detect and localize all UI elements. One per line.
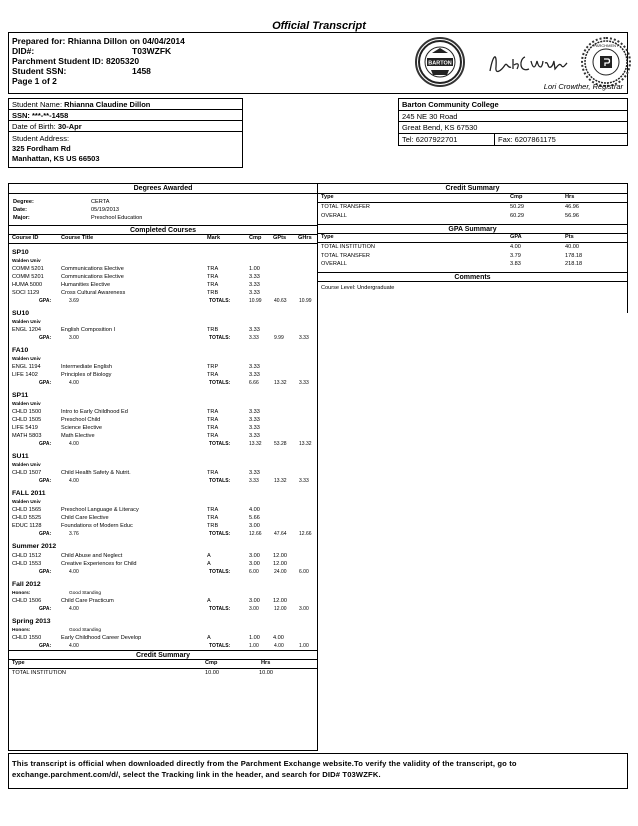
term-totals (9, 334, 317, 342)
credit-cmp: 50.29 (510, 204, 524, 210)
gpa-label: GPA: (39, 606, 52, 612)
term-totals (9, 477, 317, 485)
school-fax: Fax: 6207861175 (494, 134, 556, 146)
term-gpa: 4.00 (69, 478, 79, 484)
dob-value: 30-Apr (57, 122, 82, 131)
degree-date-label: Date: (13, 207, 27, 213)
totals-label: TOTALS: (209, 531, 231, 537)
registrar-name: Lori Crowther, Registrar (543, 82, 623, 91)
gpa-label: GPA: (39, 335, 52, 341)
gpa-type: OVERALL (321, 261, 347, 267)
course-mark: TRA (207, 515, 219, 521)
course-id: CHLD 1507 (12, 470, 42, 476)
course-mark: TRB (207, 290, 219, 296)
total-ghrs: 3.33 (299, 335, 309, 341)
term-institution: Walden Univ (12, 463, 41, 468)
col-gpts: GPts (273, 235, 287, 241)
school-tel: Tel: 6207922701 (402, 134, 458, 144)
gpa-row (318, 243, 627, 252)
total-cmp: 6.00 (249, 569, 259, 575)
course-cmp: 3.33 (249, 417, 260, 423)
header-info (12, 36, 185, 86)
gpa-pts: 218.18 (565, 261, 583, 267)
table-row (9, 514, 317, 522)
total-gpts: 40.63 (274, 298, 287, 304)
course-cmp: 3.00 (249, 561, 260, 567)
course-id: LIFE 1402 (12, 372, 38, 378)
term-name: SU11 (12, 453, 29, 460)
parchment-student-id: Parchment Student ID: 8205320 (12, 56, 140, 66)
total-ghrs: 13.32 (299, 441, 312, 447)
gpa-label: GPA: (39, 441, 52, 447)
course-mark: TRB (207, 523, 219, 529)
ssn-label: Student SSN: (12, 66, 67, 76)
transcript-header (8, 32, 628, 94)
school-info-box (398, 98, 628, 146)
degrees-heading: Degrees Awarded (9, 184, 317, 194)
term-totals (9, 642, 317, 650)
left-credit-cmp: 10.00 (205, 670, 219, 676)
table-row (9, 326, 317, 334)
total-gpts: 53.28 (274, 441, 287, 447)
table-row (9, 634, 317, 642)
table-row (9, 289, 317, 297)
term-name: Fall 2012 (12, 581, 41, 588)
totals-label: TOTALS: (209, 569, 231, 575)
student-name: Rhianna Claudine Dillon (64, 100, 151, 109)
did-label: DID#: (12, 46, 35, 56)
honors-value: Good Standing (69, 628, 102, 633)
credit-type: OVERALL (321, 212, 347, 219)
course-cmp: 3.00 (249, 553, 260, 559)
total-gpts: 24.00 (274, 569, 287, 575)
course-title: English Composition I (61, 327, 116, 333)
term-institution: Walden Univ (12, 500, 41, 505)
total-gpts: 12.00 (274, 606, 287, 612)
term-name: SU10 (12, 310, 30, 317)
total-ghrs: 6.00 (299, 569, 309, 575)
completed-courses-heading: Completed Courses (9, 225, 317, 235)
course-mark: A (207, 553, 211, 559)
course-title: Early Childhood Career Develop (61, 635, 142, 641)
address-line-1: 325 Fordham Rd (12, 144, 71, 153)
credit-hrs: 56.96 (565, 212, 579, 219)
gpa-label: GPA: (39, 531, 52, 537)
total-gpts: 47.64 (274, 531, 287, 537)
course-id: COMM 5201 (12, 266, 44, 272)
term-gpa: 4.00 (69, 569, 79, 575)
totals-label: TOTALS: (209, 606, 231, 612)
barton-seal-icon (415, 37, 465, 87)
left-credit-col-type: Type (12, 660, 25, 666)
gpa-type: TOTAL TRANSFER (321, 252, 370, 259)
gpa-label: GPA: (39, 478, 52, 484)
course-title: Child Health Safety & Nutrit. (61, 470, 131, 476)
term-gpa: 4.00 (69, 380, 79, 386)
totals-label: TOTALS: (209, 298, 231, 304)
course-id: MATH 5803 (12, 433, 42, 439)
course-title: Math Elective (61, 433, 95, 439)
course-title: Preschool Language & Literacy (61, 507, 139, 513)
course-title: Intro to Early Childhood Ed (61, 409, 128, 415)
course-title: Creative Experiences for Child (61, 561, 137, 567)
course-gpts: 12.00 (273, 561, 287, 567)
left-credit-col-cmp: Cmp (205, 660, 218, 666)
table-row (9, 408, 317, 416)
left-credit-row (9, 669, 317, 677)
course-mark: TRA (207, 372, 219, 378)
page-indicator: Page 1 of 2 (12, 76, 57, 86)
term-name: SP11 (12, 392, 29, 399)
comments-text: Course Level: Undergraduate (321, 284, 395, 291)
table-row (9, 416, 317, 424)
table-row (9, 424, 317, 432)
gpa-row (318, 252, 627, 261)
credit-row (318, 212, 627, 221)
course-cmp: 5.66 (249, 515, 260, 521)
col-ghrs: GHrs (298, 235, 312, 241)
table-row (9, 273, 317, 281)
table-row (9, 522, 317, 530)
comments-heading: Comments (318, 272, 627, 282)
credit-summary-header (318, 194, 627, 203)
right-column (318, 183, 628, 313)
course-id: HUMA 5000 (12, 282, 43, 288)
course-mark: TRA (207, 507, 219, 513)
table-row (9, 560, 317, 568)
course-title: Cross Cultural Awareness (61, 290, 126, 296)
course-mark: TRB (207, 327, 219, 333)
term-institution: Walden Univ (12, 357, 41, 362)
course-title: Communications Elective (61, 274, 124, 280)
school-name: Barton Community College (402, 100, 499, 109)
course-mark: TRA (207, 425, 219, 431)
total-ghrs: 3.33 (299, 380, 309, 386)
course-mark: TRA (207, 470, 219, 476)
did-value: T03WZFK (132, 46, 172, 56)
table-row (9, 506, 317, 514)
school-city: Great Bend, KS 67530 (399, 122, 627, 134)
course-id: ENGL 1204 (12, 327, 42, 333)
course-mark: TRA (207, 409, 219, 415)
gpa-row (318, 260, 627, 269)
course-title: Principles of Biology (61, 372, 112, 378)
left-credit-type: TOTAL INSTITUTION (12, 670, 66, 676)
gpa-type: TOTAL INSTITUTION (321, 244, 375, 250)
left-credit-summary-header (9, 660, 317, 669)
table-row (9, 469, 317, 477)
total-cmp: 10.99 (249, 298, 262, 304)
term-name: FA10 (12, 347, 29, 354)
gpa-pts: 40.00 (565, 244, 579, 250)
term-institution: Walden Univ (12, 259, 41, 264)
course-id: LIFE 5419 (12, 425, 38, 431)
course-cmp: 3.33 (249, 470, 260, 476)
course-title: Foundations of Modern Educ (61, 523, 133, 529)
course-cmp: 3.00 (249, 598, 260, 604)
course-id: CHLD 5525 (12, 515, 42, 521)
course-cmp: 3.33 (249, 433, 260, 439)
course-cmp: 4.00 (249, 507, 260, 513)
course-cmp: 3.33 (249, 364, 260, 370)
term-totals (9, 530, 317, 538)
term-honors (9, 627, 317, 634)
term-name: SP10 (12, 249, 29, 256)
col-course-title: Course Title (61, 235, 94, 241)
gpa-pts: 178.18 (565, 252, 583, 259)
col-course-id: Course ID (12, 235, 39, 241)
term-honors (9, 590, 317, 597)
total-ghrs: 1.00 (299, 643, 309, 649)
term-totals (9, 297, 317, 305)
page-title: Official Transcript (272, 20, 366, 32)
school-street: 245 NE 30 Road (399, 111, 627, 123)
total-gpts: 13.32 (274, 478, 287, 484)
course-mark: TRA (207, 417, 219, 423)
course-id: ENGL 1194 (12, 364, 41, 370)
total-cmp: 3.33 (249, 478, 259, 484)
gpa-label: GPA: (39, 380, 52, 386)
total-cmp: 1.00 (249, 643, 259, 649)
course-title: Intermediate English (61, 364, 112, 370)
course-gpts: 12.00 (273, 598, 287, 604)
totals-label: TOTALS: (209, 478, 231, 484)
course-mark: TRA (207, 266, 219, 272)
course-cmp: 3.33 (249, 327, 260, 333)
table-row (9, 265, 317, 273)
col-cmp: Cmp (249, 235, 262, 241)
course-cmp: 3.33 (249, 274, 260, 280)
term-name: Spring 2013 (12, 618, 51, 625)
dob-label: Date of Birth: (12, 122, 56, 131)
course-id: CHLD 1550 (12, 635, 42, 641)
term-totals (9, 379, 317, 387)
course-table-header (9, 235, 317, 244)
course-cmp: 1.00 (249, 635, 260, 641)
course-id: CHLD 1553 (12, 561, 42, 567)
degree-value: CERTA (91, 199, 110, 205)
total-cmp: 13.32 (249, 441, 262, 447)
course-cmp: 3.33 (249, 372, 260, 378)
course-title: Child Abuse and Neglect (61, 553, 123, 559)
degree-label: Degree: (13, 199, 34, 205)
table-row (9, 432, 317, 440)
term-gpa: 3.00 (69, 335, 79, 341)
credit-col-type: Type (321, 194, 334, 200)
honors-label: Honors: (12, 591, 31, 596)
table-row (9, 597, 317, 605)
course-id: CHLD 1505 (12, 417, 42, 423)
address-line-2: Manhattan, KS US 66503 (12, 154, 100, 163)
credit-summary-heading: Credit Summary (318, 184, 627, 194)
total-ghrs: 10.99 (299, 298, 312, 304)
course-mark: TRA (207, 274, 219, 280)
totals-label: TOTALS: (209, 380, 231, 386)
course-mark: A (207, 598, 211, 604)
gpa-col-gpa: GPA (510, 234, 522, 240)
term-gpa: 4.00 (69, 441, 79, 447)
total-cmp: 3.00 (249, 606, 259, 612)
totals-label: TOTALS: (209, 441, 231, 447)
left-credit-hrs: 10.00 (259, 670, 273, 676)
honors-label: Honors: (12, 628, 31, 633)
totals-label: TOTALS: (209, 335, 231, 341)
course-title: Child Care Elective (61, 515, 109, 521)
registrar-signature-icon (487, 47, 569, 81)
term-institution: Walden Univ (12, 320, 41, 325)
term-gpa: 3.76 (69, 531, 79, 537)
course-id: CHLD 1565 (12, 507, 42, 513)
credit-type: TOTAL TRANSFER (321, 204, 370, 210)
term-totals (9, 605, 317, 613)
course-id: CHLD 1512 (12, 553, 42, 559)
term-name: FALL 2011 (12, 490, 46, 497)
table-row (9, 281, 317, 289)
total-cmp: 12.66 (249, 531, 262, 537)
term-name: Summer 2012 (12, 543, 57, 550)
gpa-value: 3.83 (510, 261, 521, 267)
course-title: Child Care Practicum (61, 598, 114, 604)
course-mark: A (207, 561, 211, 567)
gpa-summary-header (318, 234, 627, 243)
course-title: Communications Elective (61, 266, 124, 272)
prepared-for: Prepared for: Rhianna Dillon on 04/04/2014 (12, 36, 185, 46)
course-id: COMM 5201 (12, 274, 44, 280)
term-institution: Walden Univ (12, 402, 41, 407)
course-cmp: 3.00 (249, 523, 260, 529)
major-value: Preschool Education (91, 215, 143, 221)
course-id: SOCI 1129 (12, 290, 40, 296)
course-title: Humanities Elective (61, 282, 111, 288)
term-gpa: 4.00 (69, 643, 79, 649)
ssn-value: 1458 (132, 66, 151, 76)
terms-list (9, 244, 317, 650)
course-mark: TRA (207, 433, 219, 439)
col-mark: Mark (207, 235, 221, 241)
credit-hrs: 46.96 (565, 204, 579, 210)
credit-row (318, 203, 627, 212)
course-mark: TRA (207, 282, 219, 288)
gpa-value: 3.79 (510, 252, 521, 259)
total-gpts: 13.32 (274, 380, 287, 386)
course-gpts: 4.00 (273, 635, 284, 641)
seal-parchment-text: PARCHMENT (593, 43, 619, 48)
degree-date-value: 05/19/2013 (91, 207, 119, 213)
verification-footer: This transcript is official when downloaded directly from the Parchment Exchange website.To verify the validity of the transcript, go to exchange.parchment.com/d/, select the Tracking link in the header, and search for DID# T03WZFK. (8, 753, 628, 789)
credit-cmp: 60.29 (510, 212, 524, 219)
course-cmp: 3.33 (249, 290, 260, 296)
student-name-label: Student Name: (12, 100, 63, 109)
gpa-col-pts: Pts (565, 234, 574, 240)
gpa-label: GPA: (39, 569, 52, 575)
left-column (8, 183, 318, 751)
total-gpts: 9.99 (274, 335, 284, 341)
left-credit-summary-heading: Credit Summary (9, 650, 317, 660)
table-row (9, 363, 317, 371)
parchment-seal-icon (581, 37, 631, 87)
gpa-col-type: Type (321, 234, 334, 240)
table-row (9, 552, 317, 560)
course-id: EDUC 1128 (12, 523, 42, 529)
left-credit-col-hrs: Hrs (261, 660, 271, 666)
credit-col-cmp: Cmp (510, 194, 523, 200)
course-mark: TRP (207, 364, 219, 370)
total-cmp: 6.66 (249, 380, 259, 386)
course-cmp: 3.33 (249, 282, 260, 288)
seal-barton-text: BARTON (428, 60, 452, 67)
term-totals (9, 440, 317, 448)
course-mark: A (207, 635, 211, 641)
totals-label: TOTALS: (209, 643, 231, 649)
total-gpts: 4.00 (274, 643, 284, 649)
course-cmp: 3.33 (249, 425, 260, 431)
total-ghrs: 12.66 (299, 531, 312, 537)
course-cmp: 3.33 (249, 409, 260, 415)
major-label: Major: (13, 215, 30, 221)
gpa-label: GPA: (39, 643, 52, 649)
student-ssn: SSN: ***-**-1458 (12, 111, 69, 120)
term-gpa: 4.00 (69, 606, 79, 612)
student-info-box (8, 98, 243, 168)
total-ghrs: 3.33 (299, 478, 309, 484)
gpa-summary-heading: GPA Summary (318, 224, 627, 234)
course-title: Science Elective (61, 425, 103, 431)
gpa-value: 4.00 (510, 244, 521, 250)
address-label: Student Address: (12, 134, 70, 143)
course-cmp: 1.00 (249, 266, 260, 272)
honors-value: Good Standing (69, 591, 102, 596)
course-id: CHLD 1500 (12, 409, 42, 415)
credit-col-hrs: Hrs (565, 194, 575, 200)
gpa-label: GPA: (39, 298, 52, 304)
term-gpa: 3.69 (69, 298, 79, 304)
course-gpts: 12.00 (273, 553, 287, 559)
course-id: CHLD 1506 (12, 598, 42, 604)
term-totals (9, 568, 317, 576)
total-ghrs: 3.00 (299, 606, 309, 612)
course-title: Preschool Child (61, 417, 101, 423)
total-cmp: 3.33 (249, 335, 259, 341)
table-row (9, 371, 317, 379)
